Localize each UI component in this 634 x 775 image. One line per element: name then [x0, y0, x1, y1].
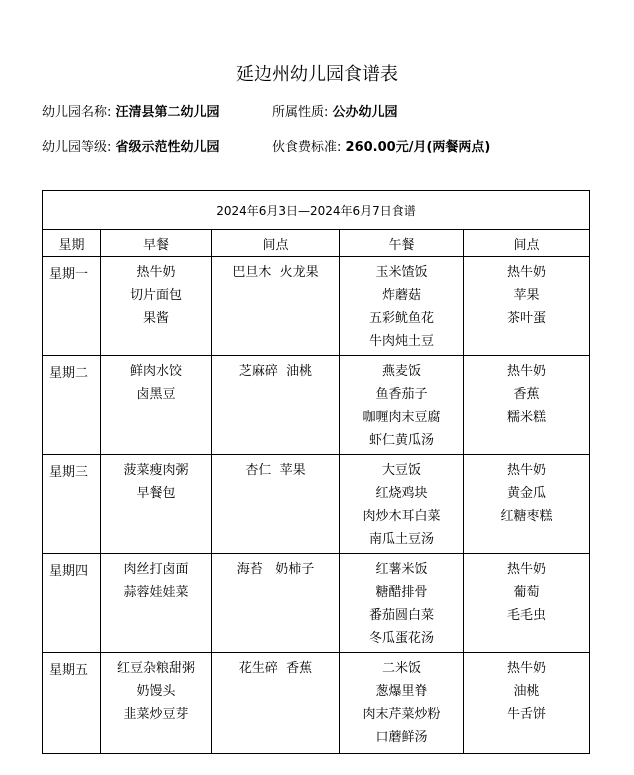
table-row	[43, 554, 590, 653]
table-row	[43, 356, 590, 455]
header-lunch: 午餐	[340, 230, 464, 257]
grade-value: 省级示范性幼儿园	[115, 140, 220, 155]
nature-line	[272, 101, 398, 120]
snack-2-cell	[464, 653, 590, 754]
snack-1-text: 杏仁 苹果	[245, 463, 306, 478]
fee-label: 伙食费标准:	[272, 140, 342, 155]
list-item: 苹果	[513, 288, 540, 303]
list-item: 毛毛虫	[506, 608, 546, 623]
list-item: 咖喱肉末豆腐	[362, 410, 441, 425]
weekday-cell: 星期四	[43, 554, 101, 653]
nature-label: 所属性质:	[272, 105, 329, 120]
list-item: 二米饭	[381, 661, 421, 676]
list-item: 韭菜炒豆芽	[123, 707, 189, 722]
snack-2-cell	[464, 356, 590, 455]
kindergarten-name-label: 幼儿园名称:	[42, 105, 112, 120]
snack-1-cell	[212, 653, 340, 754]
snack-1-text: 海苔 奶柿子	[236, 562, 315, 577]
list-item: 黄金瓜	[506, 486, 546, 501]
list-item: 红薯米饭	[375, 562, 428, 577]
menu-table	[42, 190, 590, 754]
list-item: 切片面包	[129, 288, 182, 303]
list-item: 早餐包	[136, 486, 176, 501]
list-item: 牛肉炖土豆	[368, 334, 434, 349]
list-item: 糯米糕	[506, 410, 546, 425]
snack-1-text: 花生碎 香蕉	[238, 661, 313, 676]
list-item: 牛舌饼	[506, 707, 546, 722]
snack-2-cell	[464, 554, 590, 653]
lunch-cell	[340, 257, 464, 356]
list-item: 肉炒木耳白菜	[362, 509, 441, 524]
list-item: 热牛奶	[506, 562, 546, 577]
nature-value: 公办幼儿园	[332, 105, 398, 120]
breakfast-cell	[101, 455, 212, 554]
header-row	[43, 230, 590, 257]
list-item: 热牛奶	[506, 265, 546, 280]
header-breakfast: 早餐	[101, 230, 212, 257]
weekday-cell: 星期一	[43, 257, 101, 356]
list-item: 虾仁黄瓜汤	[368, 433, 434, 448]
list-item: 南瓜土豆汤	[368, 532, 434, 547]
list-item: 红烧鸡块	[375, 486, 428, 501]
page-title: 延边州幼儿园食谱表	[236, 64, 398, 85]
snack-2-cell	[464, 455, 590, 554]
kindergarten-name-value: 汪清县第二幼儿园	[115, 105, 220, 120]
lunch-cell	[340, 356, 464, 455]
header-snack-1: 间点	[212, 230, 340, 257]
snack-1-cell	[212, 455, 340, 554]
table-row	[43, 257, 590, 356]
lunch-cell	[340, 554, 464, 653]
list-item: 油桃	[513, 684, 540, 699]
list-item: 肉丝打卤面	[123, 562, 189, 577]
list-item: 卤黑豆	[136, 387, 176, 402]
list-item: 大豆饭	[381, 463, 421, 478]
list-item: 茶叶蛋	[506, 311, 546, 326]
breakfast-cell	[101, 554, 212, 653]
list-item: 热牛奶	[506, 364, 546, 379]
snack-1-cell	[212, 356, 340, 455]
grade-line	[42, 136, 220, 155]
list-item: 玉米馇饭	[375, 265, 428, 280]
list-item: 鲜肉水饺	[129, 364, 182, 379]
snack-1-text: 芝麻碎 油桃	[238, 364, 313, 379]
snack-1-cell	[212, 554, 340, 653]
list-item: 果酱	[142, 311, 169, 326]
list-item: 葡萄	[513, 585, 540, 600]
header-weekday: 星期	[43, 230, 101, 257]
list-item: 冬瓜蛋花汤	[368, 631, 434, 646]
list-item: 番茄圆白菜	[368, 608, 434, 623]
list-item: 热牛奶	[136, 265, 176, 280]
list-item: 红糖枣糕	[500, 509, 553, 524]
list-item: 鱼香茄子	[375, 387, 428, 402]
lunch-cell	[340, 455, 464, 554]
list-item: 香蕉	[513, 387, 540, 402]
weekday-cell: 星期三	[43, 455, 101, 554]
snack-2-cell	[464, 257, 590, 356]
list-item: 口蘑鲜汤	[375, 730, 428, 745]
list-item: 五彩鱿鱼花	[368, 311, 434, 326]
breakfast-cell	[101, 653, 212, 754]
fee-line	[272, 136, 490, 155]
fee-value: 260.00元/月(两餐两点)	[345, 140, 491, 155]
weekday-cell: 星期二	[43, 356, 101, 455]
breakfast-cell	[101, 257, 212, 356]
list-item: 燕麦饭	[381, 364, 421, 379]
breakfast-cell	[101, 356, 212, 455]
header-snack-2: 间点	[464, 230, 590, 257]
list-item: 红豆杂粮甜粥	[116, 661, 195, 676]
lunch-cell	[340, 653, 464, 754]
list-item: 肉末芹菜炒粉	[362, 707, 441, 722]
table-row	[43, 455, 590, 554]
list-item: 糖醋排骨	[375, 585, 428, 600]
weekday-cell: 星期五	[43, 653, 101, 754]
list-item: 奶馒头	[136, 684, 176, 699]
kindergarten-name-line	[42, 101, 220, 120]
table-row	[43, 653, 590, 754]
list-item: 炸蘑菇	[381, 288, 421, 303]
list-item: 热牛奶	[506, 463, 546, 478]
snack-1-text: 巴旦木 火龙果	[232, 265, 319, 280]
list-item: 热牛奶	[506, 661, 546, 676]
table-caption: 2024年6月3日—2024年6月7日食谱	[43, 191, 590, 230]
list-item: 葱爆里脊	[375, 684, 428, 699]
list-item: 菠菜瘦肉粥	[123, 463, 189, 478]
list-item: 蒜蓉娃娃菜	[123, 585, 189, 600]
snack-1-cell	[212, 257, 340, 356]
grade-label: 幼儿园等级:	[42, 140, 112, 155]
